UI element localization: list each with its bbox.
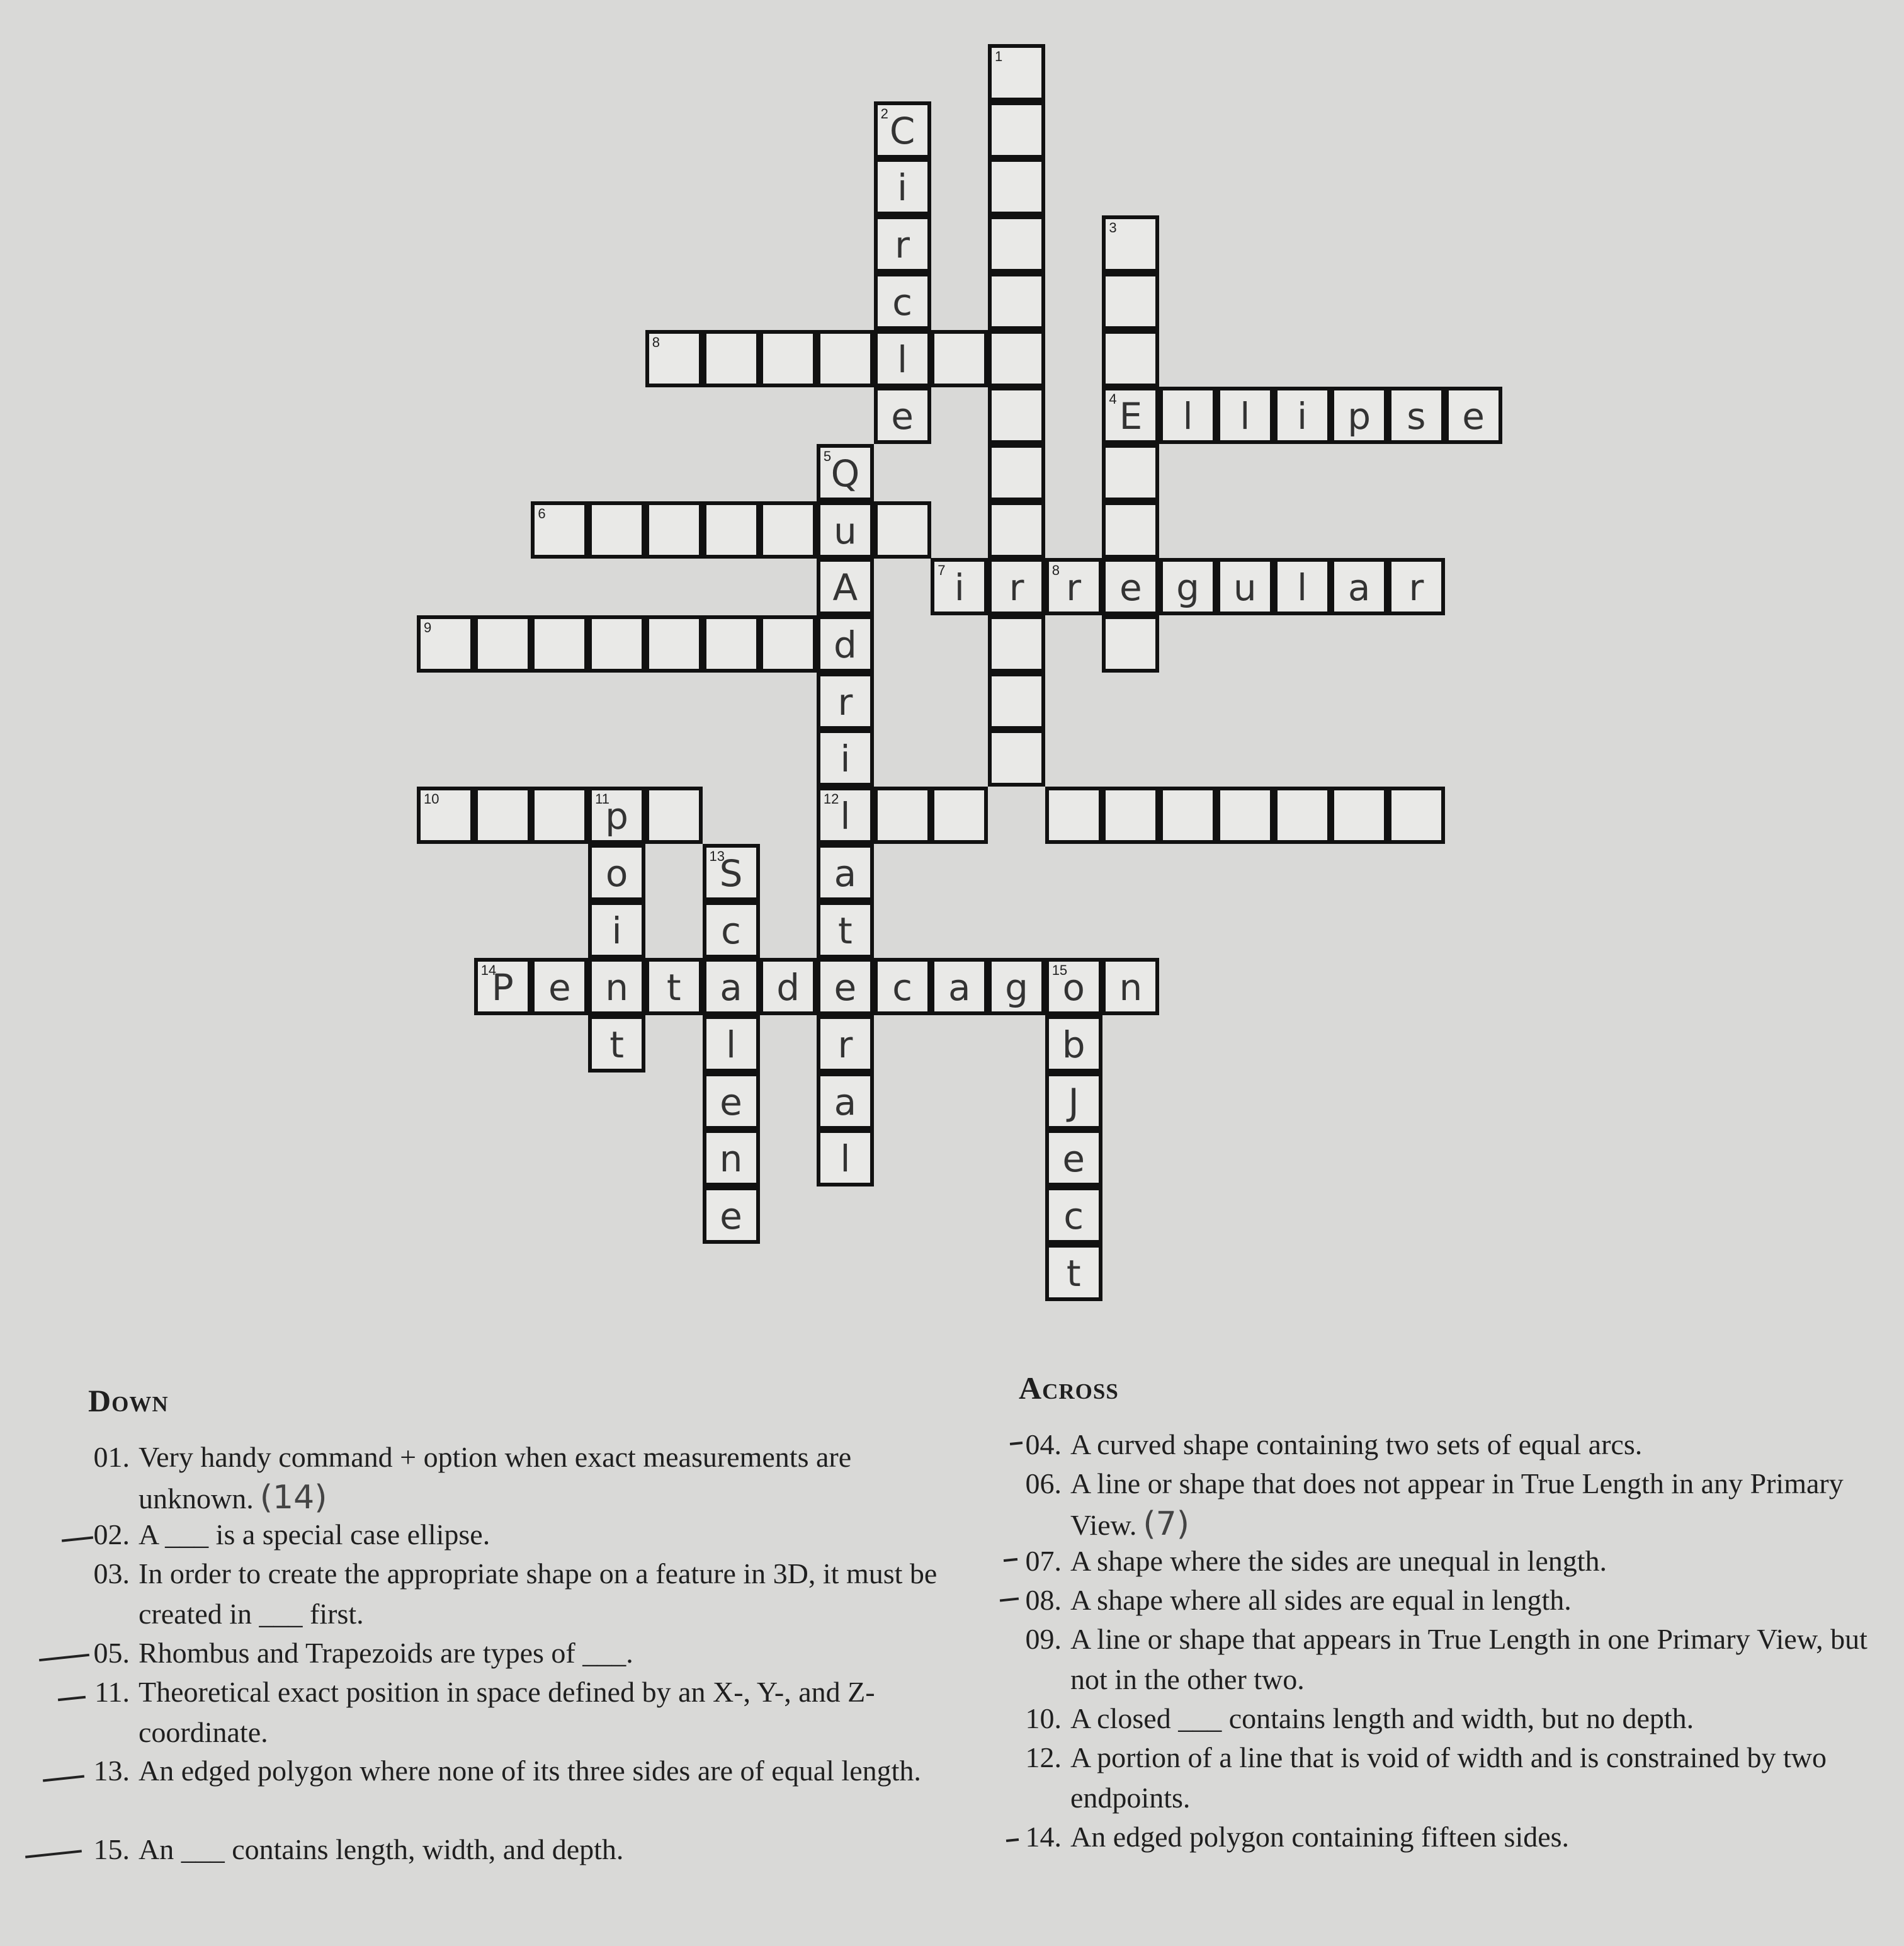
cell-letter: J <box>1068 1080 1079 1124</box>
grid-cell[interactable] <box>817 729 874 787</box>
cell-number: 7 <box>938 562 946 579</box>
grid-cell[interactable] <box>703 330 760 387</box>
cell-letter: r <box>837 1023 853 1066</box>
cell-letter: d <box>833 623 857 666</box>
grid-cell[interactable] <box>1388 787 1445 844</box>
grid-cell[interactable] <box>874 273 931 330</box>
cell-letter: b <box>1062 1023 1085 1066</box>
cell-letter: r <box>895 224 910 267</box>
grid-cell[interactable] <box>817 958 874 1015</box>
cell-letter: a <box>948 966 971 1010</box>
clue-number: 08. <box>1025 1584 1062 1616</box>
clue-text <box>1070 1738 1901 1818</box>
grid-cell[interactable] <box>1445 387 1502 444</box>
grid-cell[interactable] <box>1330 387 1388 444</box>
down-clue <box>76 1515 944 1555</box>
cell-letter: d <box>776 966 800 1010</box>
clue-text <box>1070 1464 1901 1545</box>
cell-letter: n <box>719 1137 743 1181</box>
cell-number: 1 <box>995 48 1003 64</box>
grid-cell[interactable] <box>874 387 931 444</box>
cell-letter: P <box>491 966 514 1010</box>
cell-letter: o <box>605 851 628 895</box>
cell-letter: t <box>609 1023 624 1066</box>
grid-cell[interactable] <box>817 1015 874 1073</box>
cell-number: 11 <box>595 791 609 807</box>
grid-cell[interactable] <box>703 958 760 1015</box>
across-clue <box>1007 1580 1901 1620</box>
clue-text <box>1070 1541 1901 1581</box>
grid-cell[interactable] <box>988 958 1045 1015</box>
cell-letter: r <box>1066 566 1082 610</box>
grid-cell[interactable] <box>703 901 760 959</box>
clue-text <box>139 1554 944 1634</box>
cell-number: 6 <box>538 505 546 521</box>
cell-letter: r <box>837 680 853 724</box>
grid-cell[interactable] <box>1045 787 1102 844</box>
across-clue <box>1007 1541 1901 1581</box>
grid-cell[interactable] <box>1102 215 1159 273</box>
clue-text <box>139 1672 944 1753</box>
down-heading: Down <box>88 1383 169 1418</box>
clue-text-content: A closed ___ contains length and width, but no depth. <box>1070 1702 1694 1734</box>
grid-cell[interactable] <box>988 558 1045 615</box>
grid-cell[interactable] <box>531 787 588 844</box>
grid-cell[interactable] <box>817 330 874 387</box>
cell-letter: c <box>892 280 913 324</box>
cell-number: 12 <box>823 791 839 807</box>
clue-number: 01. <box>93 1441 130 1473</box>
grid-cell[interactable] <box>988 101 1045 159</box>
cell-letter: l <box>897 338 908 381</box>
cell-letter: l <box>1296 566 1308 610</box>
grid-cell[interactable] <box>988 615 1045 673</box>
grid-cell[interactable] <box>931 558 988 615</box>
clue-text-content: Very handy command + option when exact measurements are unknown. <box>139 1441 852 1515</box>
grid-cell[interactable] <box>817 558 874 615</box>
down-clue <box>76 1437 944 1519</box>
grid-cell[interactable] <box>645 330 703 387</box>
cell-letter: g <box>1176 566 1199 610</box>
clue-text-content: An edged polygon where none of its three sides are of equal length. <box>139 1755 921 1787</box>
grid-cell[interactable] <box>874 158 931 215</box>
grid-cell[interactable] <box>1102 444 1159 501</box>
down-clue <box>76 1829 944 1870</box>
cell-letter: i <box>1296 395 1308 438</box>
down-clue <box>76 1751 944 1791</box>
grid-cell[interactable] <box>874 215 931 273</box>
grid-cell[interactable] <box>1388 387 1445 444</box>
cell-letter: u <box>834 509 857 552</box>
grid-cell[interactable] <box>759 501 817 559</box>
handwritten-note: (7) <box>1143 1505 1190 1543</box>
grid-cell[interactable] <box>988 729 1045 787</box>
grid-cell[interactable] <box>645 615 703 673</box>
clue-number: 10. <box>1025 1702 1062 1734</box>
grid-cell[interactable] <box>874 101 931 159</box>
grid-cell[interactable] <box>703 615 760 673</box>
cell-letter: A <box>832 566 858 610</box>
grid-cell[interactable] <box>703 1186 760 1244</box>
grid-cell[interactable] <box>817 615 874 673</box>
cell-letter: e <box>548 966 571 1010</box>
cell-letter: r <box>1408 566 1424 610</box>
grid-cell[interactable] <box>1045 558 1102 615</box>
clue-text-content: An ___ contains length, width, and depth. <box>139 1833 624 1865</box>
clue-text-content: Theoretical exact position in space defined by an X-, Y-, and Z- coordinate. <box>139 1676 875 1748</box>
cell-letter: p <box>605 795 628 838</box>
grid-cell[interactable] <box>1102 501 1159 559</box>
grid-cell[interactable] <box>1102 387 1159 444</box>
cell-number: 4 <box>1109 391 1117 407</box>
cell-letter: l <box>1240 395 1250 438</box>
cell-letter: e <box>834 966 857 1010</box>
clue-text <box>1070 1817 1901 1857</box>
clue-text-content: Rhombus and Trapezoids are types of ___. <box>139 1637 633 1669</box>
grid-cell[interactable] <box>817 844 874 901</box>
cell-letter: Q <box>830 452 860 495</box>
grid-cell[interactable] <box>474 958 531 1015</box>
clue-text <box>139 1437 944 1519</box>
clue-text-content: A curved shape containing two sets of equal arcs. <box>1070 1428 1643 1460</box>
clue-text <box>1070 1698 1901 1739</box>
clue-text <box>1070 1580 1901 1620</box>
across-clue <box>1007 1425 1901 1465</box>
grid-cell[interactable] <box>1274 787 1331 844</box>
down-clue <box>76 1672 944 1753</box>
cell-letter: e <box>1462 395 1485 438</box>
clue-number: 02. <box>93 1518 130 1551</box>
cell-letter: t <box>838 909 853 952</box>
grid-cell[interactable] <box>1159 387 1216 444</box>
grid-cell[interactable] <box>988 158 1045 215</box>
cell-letter: l <box>840 1137 851 1181</box>
grid-cell[interactable] <box>1102 615 1159 673</box>
cell-letter: i <box>897 166 908 210</box>
grid-cell[interactable] <box>703 844 760 901</box>
grid-cell[interactable] <box>474 615 531 673</box>
cell-letter: t <box>1066 1251 1081 1295</box>
grid-cell[interactable] <box>988 444 1045 501</box>
cell-letter: u <box>1233 566 1257 610</box>
grid-cell[interactable] <box>931 330 988 387</box>
clue-number: 15. <box>93 1833 130 1865</box>
cell-letter: e <box>1119 566 1142 610</box>
cell-letter: n <box>605 966 628 1010</box>
clue-text-content: A portion of a line that is void of width and is constrained by two endpoints. <box>1070 1741 1827 1814</box>
clue-number: 07. <box>1025 1545 1062 1577</box>
clue-text-content: In order to create the appropriate shape on a feature in 3D, it must be created in ___ first. <box>139 1557 938 1630</box>
cell-number: 5 <box>823 448 832 464</box>
clue-text-content: A line or shape that does not appear in True Length in any Primary View. <box>1070 1467 1844 1541</box>
clue-number: 12. <box>1025 1741 1062 1773</box>
grid-cell[interactable] <box>703 1015 760 1073</box>
grid-cell[interactable] <box>1045 1244 1102 1301</box>
cell-letter: c <box>1063 1195 1084 1238</box>
grid-cell[interactable] <box>1274 387 1331 444</box>
clue-text <box>139 1751 944 1791</box>
cell-number: 2 <box>880 105 888 122</box>
down-clue <box>76 1633 944 1673</box>
cell-letter: a <box>1347 566 1371 610</box>
cell-number: 10 <box>424 791 439 807</box>
cell-letter: e <box>720 1080 742 1124</box>
clue-number: 04. <box>1025 1428 1062 1460</box>
grid-cell[interactable] <box>588 958 645 1015</box>
grid-cell[interactable] <box>1159 787 1216 844</box>
grid-cell[interactable] <box>931 958 988 1015</box>
grid-cell[interactable] <box>1045 1129 1102 1186</box>
grid-cell[interactable] <box>931 787 988 844</box>
cell-letter: a <box>834 1080 857 1124</box>
cell-letter: C <box>889 109 915 152</box>
grid-cell[interactable] <box>1102 787 1159 844</box>
grid-cell[interactable] <box>817 1073 874 1130</box>
grid-cell[interactable] <box>874 501 931 559</box>
cell-number: 9 <box>424 620 432 635</box>
grid-cell[interactable] <box>588 901 645 959</box>
grid-cell[interactable] <box>988 273 1045 330</box>
grid-cell[interactable] <box>1330 558 1388 615</box>
cell-letter: e <box>891 395 914 438</box>
clue-number: 05. <box>93 1637 130 1669</box>
pencil-mark <box>25 1850 82 1858</box>
grid-cell[interactable] <box>988 501 1045 559</box>
clue-text-content: A ___ is a special case ellipse. <box>139 1518 490 1551</box>
clue-number: 14. <box>1025 1821 1062 1853</box>
cell-letter: i <box>954 566 965 610</box>
grid-cell[interactable] <box>417 787 474 844</box>
grid-cell[interactable] <box>645 501 703 559</box>
grid-cell[interactable] <box>645 958 703 1015</box>
clue-text-content: A shape where the sides are unequal in length. <box>1070 1545 1607 1577</box>
grid-cell[interactable] <box>1216 387 1274 444</box>
grid-cell[interactable] <box>874 958 931 1015</box>
grid-cell[interactable] <box>874 330 931 387</box>
grid-cell[interactable] <box>817 901 874 959</box>
grid-cell[interactable] <box>759 615 817 673</box>
grid-cell[interactable] <box>817 501 874 559</box>
grid-cell[interactable] <box>988 330 1045 387</box>
grid-cell[interactable] <box>588 787 645 844</box>
across-clue <box>1007 1738 1901 1818</box>
across-clue <box>1007 1464 1901 1545</box>
grid-cell[interactable] <box>988 387 1045 444</box>
cell-letter: c <box>892 966 913 1010</box>
clue-text-content: An edged polygon containing fifteen sides. <box>1070 1821 1570 1853</box>
grid-cell[interactable] <box>759 330 817 387</box>
grid-cell[interactable] <box>703 501 760 559</box>
cell-letter: c <box>721 909 741 952</box>
grid-cell[interactable] <box>1045 1186 1102 1244</box>
cell-number: 8 <box>652 334 660 350</box>
grid-cell[interactable] <box>1216 558 1274 615</box>
grid-cell[interactable] <box>817 1129 874 1186</box>
grid-cell[interactable] <box>988 673 1045 730</box>
grid-cell[interactable] <box>1388 558 1445 615</box>
clue-text <box>1070 1425 1901 1465</box>
cell-number: 14 <box>480 962 497 979</box>
grid-cell[interactable] <box>1159 558 1216 615</box>
grid-cell[interactable] <box>988 215 1045 273</box>
clue-text <box>139 1633 944 1673</box>
grid-cell[interactable] <box>588 844 645 901</box>
grid-cell[interactable] <box>645 787 703 844</box>
clue-text <box>139 1515 944 1555</box>
grid-cell[interactable] <box>1102 330 1159 387</box>
cell-letter: e <box>720 1195 742 1238</box>
grid-cell[interactable] <box>988 44 1045 101</box>
cell-letter: s <box>1407 395 1426 438</box>
grid-cell[interactable] <box>703 1073 760 1130</box>
cell-letter: l <box>840 795 851 838</box>
grid-cell[interactable] <box>817 673 874 730</box>
grid-cell[interactable] <box>1102 558 1159 615</box>
grid-cell[interactable] <box>1045 958 1102 1015</box>
down-clue <box>76 1554 944 1634</box>
handwritten-note: (14) <box>259 1479 327 1516</box>
grid-cell[interactable] <box>1216 787 1274 844</box>
across-clue <box>1007 1817 1901 1857</box>
grid-cell[interactable] <box>1330 787 1388 844</box>
grid-cell[interactable] <box>759 958 817 1015</box>
cell-letter: e <box>1062 1137 1085 1181</box>
cell-number: 3 <box>1109 220 1117 236</box>
cell-letter: o <box>1062 966 1085 1010</box>
grid-cell[interactable] <box>588 501 645 559</box>
clue-number: 13. <box>93 1755 130 1787</box>
grid-cell[interactable] <box>531 501 588 559</box>
clue-number: 09. <box>1025 1623 1062 1655</box>
grid-cell[interactable] <box>1045 1073 1102 1130</box>
cell-letter: i <box>840 737 851 781</box>
grid-cell[interactable] <box>1102 958 1159 1015</box>
grid-cell[interactable] <box>588 1015 645 1073</box>
grid-cell[interactable] <box>531 958 588 1015</box>
clue-text <box>139 1829 944 1870</box>
cell-letter: g <box>1005 966 1028 1010</box>
grid-cell[interactable] <box>474 787 531 844</box>
grid-cell[interactable] <box>1045 1015 1102 1073</box>
cell-letter: p <box>1347 395 1371 438</box>
grid-cell[interactable] <box>703 1129 760 1186</box>
grid-cell[interactable] <box>817 787 874 844</box>
clue-text <box>1070 1619 1901 1700</box>
clue-number: 03. <box>93 1557 130 1590</box>
grid-cell[interactable] <box>588 615 645 673</box>
cell-letter: E <box>1119 395 1143 438</box>
cell-number: 8 <box>1051 562 1060 579</box>
cell-letter: a <box>834 851 857 895</box>
grid-cell[interactable] <box>1102 273 1159 330</box>
grid-cell[interactable] <box>1274 558 1331 615</box>
cell-number: 13 <box>709 848 725 864</box>
cell-number: 15 <box>1051 962 1068 979</box>
clue-number: 11. <box>94 1676 130 1708</box>
clue-text-content: A line or shape that appears in True Length in one Primary View, but not in the other two. <box>1070 1623 1867 1695</box>
cell-letter: n <box>1119 966 1143 1010</box>
grid-cell[interactable] <box>417 615 474 673</box>
across-clue <box>1007 1698 1901 1739</box>
cell-letter: S <box>719 851 743 895</box>
grid-cell[interactable] <box>817 444 874 501</box>
cell-letter: r <box>1009 566 1024 610</box>
across-clue <box>1007 1619 1901 1700</box>
across-heading: Across <box>1019 1370 1119 1406</box>
cell-letter: a <box>720 966 742 1010</box>
cell-letter: l <box>725 1023 737 1066</box>
grid-cell[interactable] <box>531 615 588 673</box>
clue-text-content: A shape where all sides are equal in length. <box>1070 1584 1572 1616</box>
clue-number: 06. <box>1025 1467 1062 1499</box>
cell-letter: t <box>666 966 681 1010</box>
cell-letter: l <box>1182 395 1193 438</box>
cell-letter: i <box>611 909 622 952</box>
grid-cell[interactable] <box>874 787 931 844</box>
